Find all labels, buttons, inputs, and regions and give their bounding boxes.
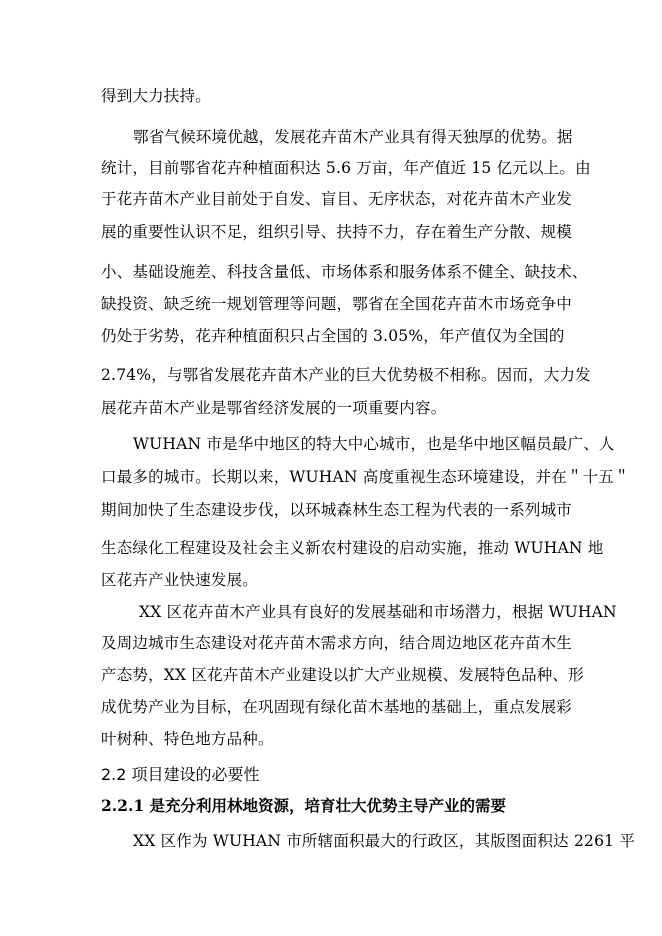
paragraph-4-line-1: XX 区花卉苗木产业具有良好的发展基础和市场潜力，根据 WUHAN xyxy=(139,603,617,621)
paragraph-3-line-3: 期间加快了生态建设步伐，以环城森林生态工程为代表的一系列城市 xyxy=(101,501,573,519)
paragraph-3-line-4: 生态绿化工程建设及社会主义新农村建设的启动实施，推动 WUHAN 地 xyxy=(101,539,604,557)
paragraph-3-line-2: 口最多的城市。长期以来，WUHAN 高度重视生态环境建设，并在＂十五＂ xyxy=(101,468,630,486)
paragraph-5-line-1: XX 区作为 WUHAN 市所辖面积最大的行政区，其版图面积达 2261 平 xyxy=(133,832,636,850)
section-heading: 2.2 项目建设的必要性 xyxy=(101,765,260,784)
paragraph-4-line-3: 产态势，XX 区花卉苗木产业建设以扩大产业规模、发展特色品种、形 xyxy=(101,666,584,684)
paragraph-2-line-1: 鄂省气候环境优越，发展花卉苗木产业具有得天独厚的优势。据 xyxy=(133,128,573,146)
paragraph-2-line-7: 仍处于劣势，花卉种植面积只占全国的 3.05%，年产值仅为全国的 xyxy=(101,327,565,345)
paragraph-2-line-5: 小、基础设施差、科技含量低、市场体系和服务体系不健全、缺技术、 xyxy=(101,263,588,281)
paragraph-3-line-1: WUHAN 市是华中地区的特大中心城市，也是华中地区幅员最广、人 xyxy=(133,435,615,453)
paragraph-4-line-2: 及周边城市生态建设对花卉苗木需求方向，结合周边地区花卉苗木生 xyxy=(101,634,573,652)
paragraph-2-line-2: 统计，目前鄂省花卉种植面积达 5.6 万亩，年产值近 15 亿元以上。由 xyxy=(101,159,591,177)
subsection-heading: 2.2.1 是充分利用林地资源，培育壮大优势主导产业的需要 xyxy=(101,796,507,815)
paragraph-2-line-8: 2.74%，与鄂省发展花卉苗木产业的巨大优势极不相称。因而，大力发 xyxy=(101,366,591,384)
paragraph-2-line-3: 于花卉苗木产业目前处于自发、盲目、无序状态，对花卉苗木产业发 xyxy=(101,190,573,208)
paragraph-3-line-5: 区花卉产业快速发展。 xyxy=(101,571,259,589)
paragraph-1-line-1: 得到大力扶持。 xyxy=(101,87,211,105)
paragraph-2-line-6: 缺投资、缺乏统一规划管理等问题，鄂省在全国花卉苗木市场竞争中 xyxy=(101,295,573,313)
paragraph-4-line-5: 叶树种、特色地方品种。 xyxy=(101,730,274,748)
paragraph-2-line-9: 展花卉苗木产业是鄂省经济发展的一项重要内容。 xyxy=(101,399,447,417)
paragraph-4-line-4: 成优势产业为目标，在巩固现有绿化苗木基地的基础上，重点发展彩 xyxy=(101,698,573,716)
paragraph-2-line-4: 展的重要性认识不足，组织引导、扶持不力，存在着生产分散、规模 xyxy=(101,223,573,241)
